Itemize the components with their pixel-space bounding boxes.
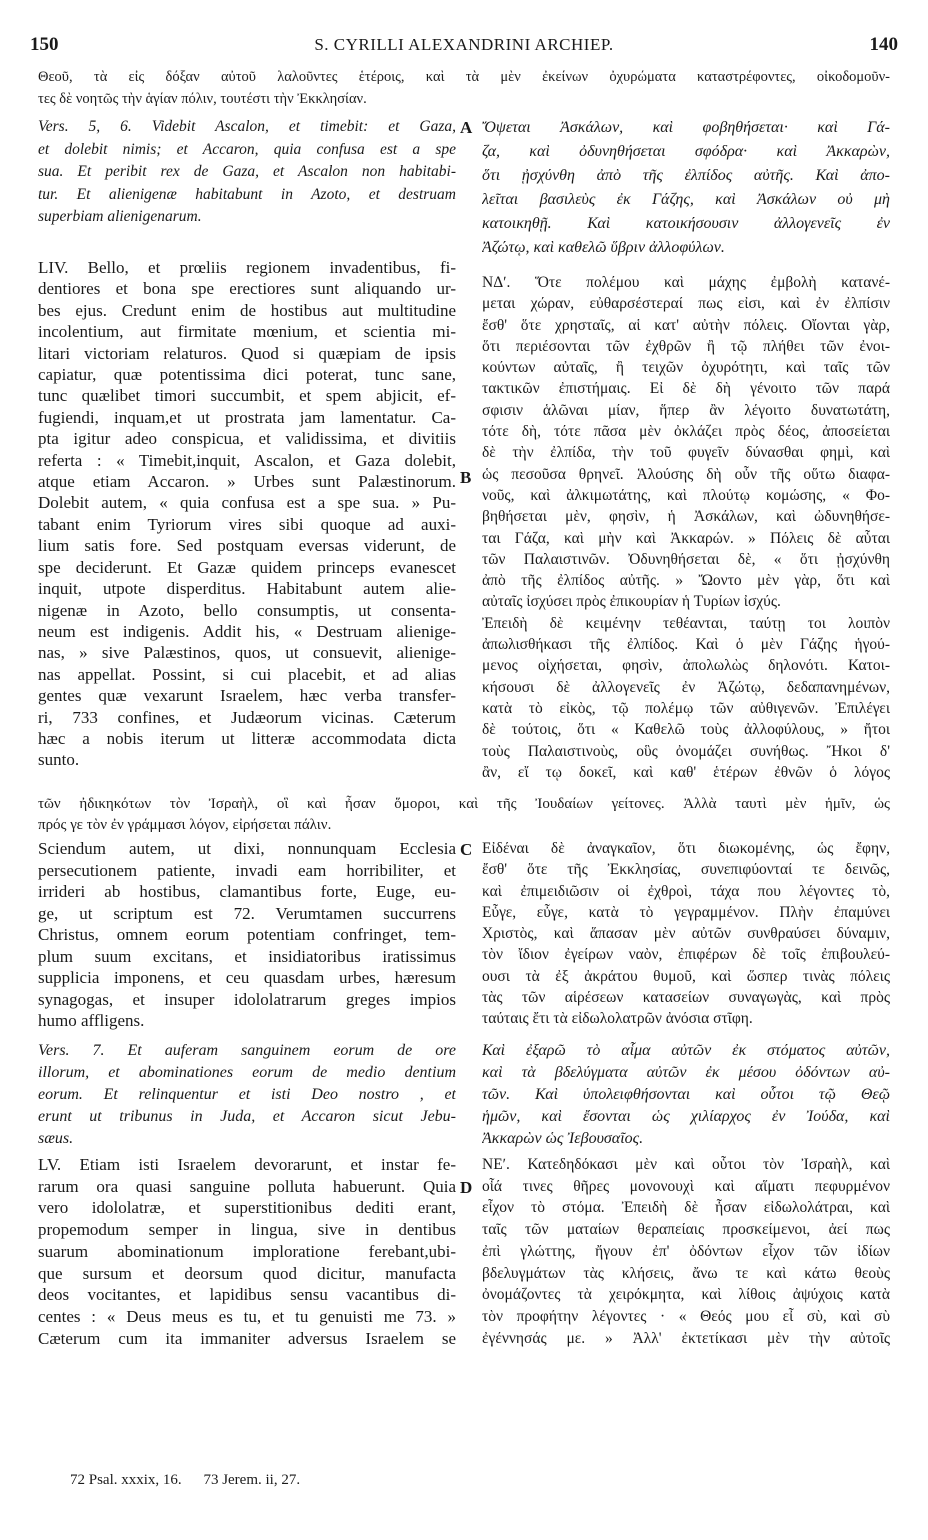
latin-verse-7 [38,1040,456,1150]
text-line: ὅτι ᾐσχύνθη ἀπὸ τῆς ἐλπίδος αὐτῆς. Καὶ ἀπο- [482,167,890,184]
latin-commentary-c [38,838,456,1032]
text-line: nigenæ in Azoto, bello consumptis, ut consenta- [38,600,456,620]
text-line: ri, 733 confines, et Judæorum vicinas. Cæterum [38,707,456,727]
text-line: τες δὲ νοητῶς τὴν ἁγίαν πόλιν, τουτέστι τὴν Ἐκκλησίαν. [38,91,367,107]
text-line: ἔσθ' ὅτε τῆς Ἐκκλησίας, συνεπιφύονταί τε δεινῶς, [482,861,890,879]
text-line: Καὶ ἐξαρῶ τὸ αἷμα αὐτῶν ἐκ στόματος αὐτῶν, [482,1042,890,1059]
text-line: sæus. [38,1130,74,1147]
text-line: et dolebit nimis; et Accaron, quia confusa est a spe [38,140,456,158]
margin-marker-d: D [460,1178,473,1197]
text-line: dentiores et bona spe erectiores sunt aliquando ur- [38,279,456,299]
text-line: ὀνομάζοντες τὰ χειρόκμητα, καὶ λίθοις ἀψύχοις κατὰ [482,1286,890,1304]
footnote-73: 73 Jerem. ii, 27. [203,1472,301,1488]
text-line: rarum ora quasi sanguine polluta habuerunt. Quia [38,1176,456,1196]
text-line: incolentium, aut firmitate mœnium, et scientia mi- [38,322,456,342]
text-line: bes ejus. Credunt enim de hostibus aut multitudine [38,300,456,320]
text-line: οἷά τινες θῆρες μονονουχὶ καὶ αἵματι πεφυρμένον [482,1177,890,1195]
text-line: κήσουσι δὲ ἀλλογενεῖς ἐν Ἀζώτῳ, δεδαπανημένων, [482,678,890,696]
text-line: ζα, καὶ ὀδυνηθήσεται σφόδρα· καὶ Ἀκκαρὼν, [482,143,890,160]
text-line: ΝΔʹ. Ὅτε πολέμου καὶ μάχης ἐμβολὴ κατανέ- [482,274,890,291]
text-line: LV. Etiam isti Israelem devorarunt, et instar fe- [38,1155,456,1174]
text-line: τὸν προφήτην λέγοντες · « Θεός μου εἶ σὺ, καὶ σὺ [482,1307,890,1325]
text-line: τὰς τῶν αἱρέσεων κατασείων συναγωγὰς, καὶ πρὸς [482,989,890,1007]
text-line: εἶχον τὸ στόμα. Ἐπειδὴ δὲ ἦσαν εἰδωλολάτραι, καὶ [482,1199,890,1217]
text-line: spe deciderunt. Et Gazæ quidem princeps evanescet [38,557,456,577]
text-line: ἀπωλισθήκασι τῆς ἐλπίδος. Καὶ ὁ μὲν Γάζης ἡγού- [482,636,890,654]
text-line: gentes quæ vexarunt Israelem, hæc verba transfer- [38,686,456,706]
text-line: nas, » sive Palæstinos, quos, ut consuevit, alienige- [38,643,456,663]
text-line: βηθήσεται μὲν, φησὶν, ἡ Ἀσκάλων, καὶ ὠδυνηθήσε- [482,508,890,526]
text-line: τὸν ἴδιον ἐγείρων ναὸν, ἐπιφέρων δὲ τοῖς ἐπιβουλεύ- [482,946,890,964]
footnotes [70,1472,318,1489]
text-line: ἔσθ' ὅτε χρησταῖς, αἱ κατ' αὐτὴν πόλεις. Οἴονται γὰρ, [482,316,890,334]
text-line: ἐπὶ γλώττης, ἤγουν ἐπ' ὀδόντων εἶχον τῶν ἰδίων [482,1242,890,1260]
text-line: Vers. 5, 6. Videbit Ascalon, et timebit: et Gaza, [38,118,456,135]
text-line: ὅτι περιέσονται τῶν ἐχθρῶν ἢ τῷ πλήθει τῶν ἐνοι- [482,337,890,355]
text-line: βδελυγμάτων τὰς κλήσεις, ἄνω τε καὶ κάτω θεοὺς [482,1264,890,1282]
text-line: ge, ut scriptum est 72. Verumtamen succurrens [38,903,456,923]
text-line: τῶν. Καὶ ὑπολειφθήσονται καὶ οὗτοι τῷ Θεῷ [482,1086,890,1103]
text-line: νοῦς, καὶ ἀλκιμωτάτης, καὶ πλούτῳ κομώσης, « Φο- [482,486,890,504]
text-line: τότε δὴ, τότε πᾶσα μὲν ὀκλάζει πρὸς δέος, ἀποσείεται [482,423,890,441]
text-line: ἡμῶν, καὶ ἔσονται ὡς χιλίαρχος ἐν Ἰούδα, καὶ [482,1108,890,1125]
text-line: Dolebit autem, « quia confusa est a spe sua. » Pu- [38,493,456,513]
text-line: suarum abominationum imploratione ferebant,ubi- [38,1241,456,1261]
text-line: πρός γε τὸν ἐν γράμμασι λόγον, εἰρήσεται πάλιν. [38,817,332,833]
margin-marker-b: B [460,468,472,487]
text-line: κατοικηθῇ. Καὶ κατοικήσουσιν ἀλλογενεῖς ἐν [482,215,890,232]
text-line: μενος οἰχήσεται, φησὶν, ἀπολωλὼς δηλονότι. Κατοι- [482,657,890,675]
text-line: ἀπὸ τῆς ἐλπίδος αὐτῆς. » Ὤοντο μὲν γὰρ, ὅτι καὶ [482,572,890,590]
latin-commentary-lv [38,1154,456,1349]
text-line: τακτικῶν ἐπιστήμαις. Εἰ δὲ δὴ γένοιτο τῶν παρά [482,380,890,398]
text-line: sunto. [38,750,80,770]
text-line: καὶ ἐπιμειδιῶσιν οἱ ἐχθροὶ, τάχα που λέγοντες τὸ, [482,882,890,900]
greek-verse-5-6 [482,116,890,260]
text-line: humo affligens. [38,1011,145,1030]
text-line: atque etiam Accaron. » Urbes sunt Palæstinorum. [38,472,456,492]
text-line: τῶν ἠδικηκότων τὸν Ἰσραὴλ, οἳ καὶ ἦσαν ὅμοροι, καὶ τῆς Ἰουδαίων γείτονες. Ἀλλὰ ταυτὶ μὲν ἡμῖν, ὡς [38,796,890,812]
text-line: Ἀζώτῳ, καὶ καθελῶ ὕβριν ἀλλοφύλων. [482,239,725,256]
running-title: S. CYRILLI ALEXANDRINI ARCHIEP. [314,35,614,54]
text-line: κατὰ τὸ εἰκὸς, τῷ πολέμῳ τῶν αὐθιγενῶν. Ἐπιλέγει [482,699,890,717]
latin-verse-5-6 [38,116,456,229]
text-line: capiatur, quæ potentissima dici poterat, tunc sane, [38,365,456,385]
text-line: κούντων αὐταῖς, ἢ τειχῶν ὀχυρότητι, καὶ ταῖς τῶν [482,359,890,377]
text-line: σφισιν ἁλῶναι μίαν, ἥπερ ἂν λέγοιτο δυνατωτάτη, [482,401,890,419]
text-line: tunc quælibet timori succumbit, et spem abjicit, ef- [38,386,456,406]
text-line: ουσι τὰ ἐξ ἀκράτου θυμοῦ, καὶ ὥσπερ τινὰς πόλεις [482,967,890,985]
text-line: pta igitur adeo conspicua, et validissima, et divitiis [38,429,456,449]
text-line: ἐγέννησάς με. » Ἀλλ' ἐκτετίκασι μὲν τὴν αὐτοῖς [482,1329,890,1347]
text-line: δὲ τὴν ἐλπίδα, τὴν τοῦ φυγεῖν δύνασθαι φημὶ, καὶ [482,444,890,462]
text-line: λεῖται βασιλεὺς ἐκ Γάζης, καὶ Ἀσκάλων οὐ μὴ [482,191,890,208]
text-line: tabant enim Tyriorum vires sibi quoque ad auxi- [38,514,456,534]
text-line: Cæterum cum ita immaniter adversus Israelem se [38,1328,456,1348]
text-line: ται Γάζα, καὶ μὴν καὶ Ἀκκαρών. » Πόλεις δὲ αὗται [482,529,890,547]
text-line: deos vocitantes, et lapidibus sensu vacantibus di- [38,1285,456,1305]
text-line: ταύταις ἔτι τὰ εἰδωλολατρῶν ἀνόσια στῖφη. [482,1010,753,1028]
text-line: μεται χώραν, εὐθαρσέστεραί πως εἰσι, καὶ ἐν ἐλπίσιν [482,295,890,313]
text-line: supplicia imponens, et ceu quasdam urbes, hæresum [38,968,456,987]
latin-commentary-liv [38,257,456,771]
greek-commentary-nd [482,272,890,783]
text-line: ἂν, εἴ τῳ δοκεῖ, καὶ καθ' ἑτέρων ἐθνῶν ὁ λόγος [482,763,890,781]
text-line: τοὺς Παλαιστινοὺς, οὓς ὀνομάζει συνήθως. Ἤκοι δ' [482,742,890,760]
text-line: Εἰδέναι δὲ ἀναγκαῖον, ὅτι διωκομένης, ὡς ἔφην, [482,840,890,857]
text-line: τῶν Παλαιστινῶν. Ὀδυνηθήσεται δὲ, « ὅτι ᾐσχύνθη [482,550,890,568]
text-line: vero idololatræ, et superstitionibus dediti erant, [38,1198,456,1218]
margin-marker-a: A [460,118,473,137]
text-line: inquit, utpote disperditus. Habitabunt autem alie- [38,579,456,599]
text-line: eorum. Et relinquentur et isti Deo nostro , et [38,1086,456,1103]
text-line: sua. Et peribit rex de Gaza, et Ascalon non habitabi- [38,163,456,180]
text-line: neum est indigenis. Addit his, « Destruam alienige- [38,621,456,641]
text-line: Christus, omnem eorum potentiam confringet, tem- [38,925,456,944]
text-line: ὡς πεσοῦσα θρηνεῖ. Ἁλούσης δὴ οὖν τῆς οὕτω διαφα- [482,465,890,483]
running-head [30,34,898,58]
text-line: αὐταῖς ἰσχύσει πρὸς ἐπικουρίαν ἡ Τυρίων ἰσχύς. [482,593,781,611]
text-line: lium satis fore. Sed postquam eversas viderunt, de [38,536,456,556]
text-line: litari victoriam relaturos. Quod si quæpiam de ipsis [38,343,456,363]
text-line: Ἐπειδὴ δὲ κειμένην τεθέανται, ταύτῃ τοι λοιπὸν [482,614,890,632]
text-line: superbiam alienigenarum. [38,208,202,225]
text-line: fugiendi, inquam,et ut prostrata jam lamentatur. Ca- [38,407,456,427]
text-line: Θεοῦ, τὰ εἰς δόξαν αὐτοῦ λαλοῦντες ἑτέροις, καὶ τὰ μὲν ἐκείνων ὀχυρώματα καταστρέφοντες, οἰκοδομοῦν- [38,69,890,85]
text-line: Ἀκκαρὼν ὡς Ἰεβουσαῖος. [482,1130,644,1147]
text-line: καὶ τὰ βδελύγματα αὐτῶν ἐκ μέσου ὀδόντων αὐ- [482,1064,890,1081]
greek-commentary-ne [482,1154,890,1349]
text-line: plum suum excitans, et insidiatoribus iratissimus [38,946,456,966]
text-line: nas appellat. Possint, si cui placebit, et ad alias [38,664,456,684]
footnote-72: 72 Psal. xxxix, 16. [70,1472,182,1488]
text-line: Ὄψεται Ἀσκάλων, καὶ φοβηθήσεται· καὶ Γά- [482,119,890,136]
text-line: illorum, et abominationes eorum de medio dentium [38,1064,456,1081]
text-line: Εὖγε, εὖγε, κατὰ τὸ γεγραμμένον. Πλὴν ἐπαμύνει [482,903,890,921]
text-line: propemodum semper in lingua, sive in dentibus [38,1220,456,1240]
greek-continuation [38,794,890,836]
text-line: ΝΕʹ. Κατεδηδόκασι μὲν καὶ οὗτοι τὸν Ἰσραὴλ, καὶ [482,1156,890,1173]
greek-commentary-c [482,838,890,1030]
text-line: tur. Et alienigenæ habitabunt in Azoto, et destruam [38,185,456,203]
page-number-right: 140 [869,34,898,55]
text-line: synagogas, et insuper idololatrarum greges impios [38,989,456,1009]
text-line: hæc a nobis iterum ut litteræ accommodata dicta [38,728,456,748]
text-line: persecutionem patiente, invadi eam horribiliter, et [38,860,456,880]
greek-verse-7 [482,1040,890,1150]
top-continuation [38,66,890,110]
text-line: δὲ τούτοις, ὅτι « Καθελῶ τοὺς ἀλλοφύλους, » ἤτοι [482,721,890,739]
text-line: Χριστὸς, καὶ ἅπασαν μὲν αὐτῶν συνθραύσει δύναμιν, [482,925,890,943]
text-line: Sciendum autem, ut dixi, nonnunquam Ecclesia [38,839,456,858]
text-line: erunt ut tribunus in Juda, et Accaron sicut Jebu- [38,1108,456,1125]
text-line: que sursum et deorsum quod dicitur, manufacta [38,1263,456,1283]
text-line: centes : « Deus meus es tu, et tu genuisti me 73. » [38,1306,456,1326]
margin-marker-c: C [460,840,473,859]
page-number-left: 150 [30,34,59,55]
text-line: LIV. Bello, et prœliis regionem invadentibus, fi- [38,258,456,277]
text-line: ταῖς τῶν ματαίων θεραπείαις προσκείμενοι, ἀεί πως [482,1221,890,1239]
text-line: irrideri ab hostibus, clamantibus forte, Euge, eu- [38,882,456,901]
text-line: Vers. 7. Et auferam sanguinem eorum de ore [38,1042,456,1059]
text-line: referta : « Timebit,inquit, Ascalon, et Gaza dolebit, [38,450,456,470]
